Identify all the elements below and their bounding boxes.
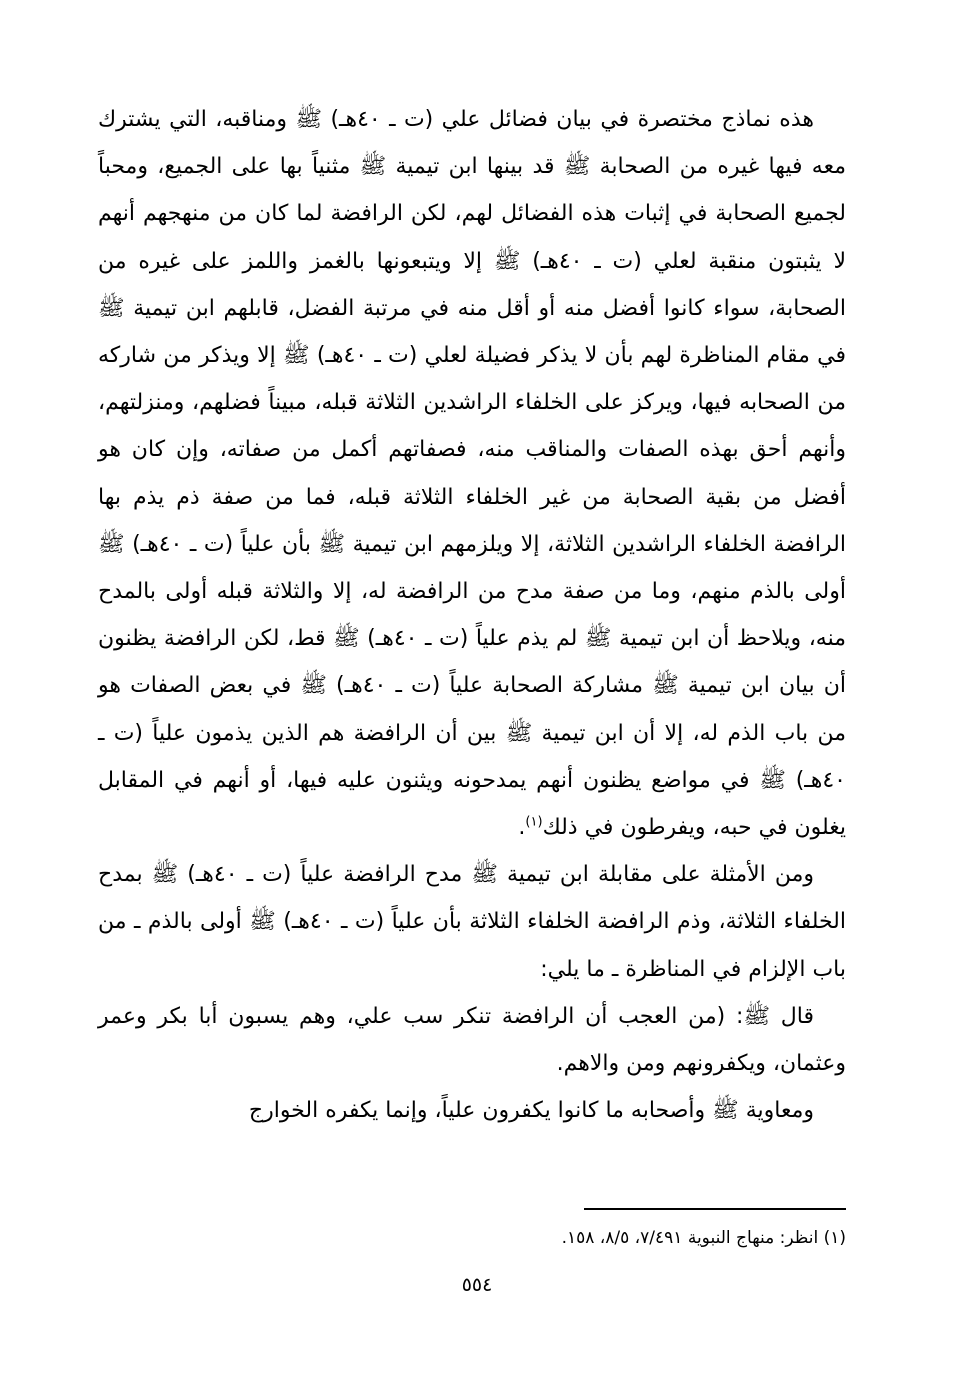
footnote-reference[interactable]: (١) bbox=[525, 814, 543, 830]
footnote-divider bbox=[584, 1208, 846, 1210]
footnote: (١) انظر: منهاج النبوية ٧/٤٩١، ٨/٥، ١٥٨. bbox=[561, 1228, 846, 1248]
main-text bbox=[98, 96, 846, 1134]
paragraph-2: ومن الأمثلة على مقابلة ابن تيمية ﷺ مدح الرافضة علياً (ت ـ ٤٠هـ) ﷺ بمدح الخلفاء الثلاثة، وذم الرافضة الخلفاء الثلاثة بأن علياً (ت ـ ٤٠هـ) ﷺ أولى بالذم ـ من باب الإلزام في المناظرة ـ ما يلي: bbox=[98, 862, 846, 982]
paragraph-4: ومعاوية ﷺ وأصحابه ما كانوا يكفرون علياً، وإنما يكفره الخوارج bbox=[248, 1098, 814, 1124]
page-number: ٥٥٤ bbox=[461, 1274, 493, 1296]
paragraph-1 bbox=[98, 96, 846, 851]
paragraph-1-end: . bbox=[518, 815, 526, 841]
paragraph-3-quote: قال ﷺ: (من العجب أن الرافضة تنكر سب علي، وهم يسبون أبا بكر وعمر وعثمان، ويكفرونهم ومن والاهم. bbox=[98, 1003, 846, 1077]
paragraph-1-text: هذه نماذج مختصرة في بيان فضائل علي (ت ـ ٤٠هـ) ﷺ ومناقبه، التي يشترك معه فيها غيره من الصحابة ﷺ قد بينها ابن تيمية ﷺ مثنياً بها على الجميع، ومحباً لجميع الصحابة في إثبات هذه الفضائل لهم، لكن الرافضة لما كان من منهجهم أنهم لا يثبتون منقبة لعلي (ت ـ ٤٠هـ) ﷺ إلا ويتبعونها بالغمز واللمز على غيره من الصحابة، سواء كانوا أفضل منه أو أقل منه في مرتبة الفضل، قابلهم ابن تيمية ﷺ في مقام المناظرة لهم بأن لا يذكر فضيلة لعلي (ت ـ ٤٠هـ) ﷺ إلا ويذكر من شاركه من الصحابه فيها، ويركز على الخلفاء الراشدين الثلاثة قبله، مبيناً فضلهم، ومنزلتهم، وأنهم أحق بهذه الصفات والمناقب منه، فصفاتهم أكمل من صفاته، وإن كان هو أفضل من بقية الصحابة من غير الخلفاء الثلاثة قبله، فما من صفة ذم يذم بها الرافضة الخلفاء الراشدين الثلاثة، إلا ويلزمهم ابن تيمية ﷺ بأن علياً (ت ـ ٤٠هـ) ﷺ أولى بالذم منهم، وما من صفة مدح من الرافضة له، إلا والثلاثة قبله أولى بالمدح منه، ويلاحظ أن ابن تيمية ﷺ لم يذم علياً (ت ـ ٤٠هـ) ﷺ قط، لكن الرافضة يظنون أن بيان ابن تيمية ﷺ مشاركة الصحابة علياً (ت ـ ٤٠هـ) ﷺ في بعض الصفات هو من باب الذم له، إلا أن ابن تيمية ﷺ بين أن الرافضة هم الذين يذمون علياً (ت ـ ٤٠هـ) ﷺ في مواضع يظنون أنهم يمدحونه ويثنون عليه فيها، أو أنهم في المقابل يغلون في حبه، ويفرطون في ذلك bbox=[98, 107, 847, 841]
